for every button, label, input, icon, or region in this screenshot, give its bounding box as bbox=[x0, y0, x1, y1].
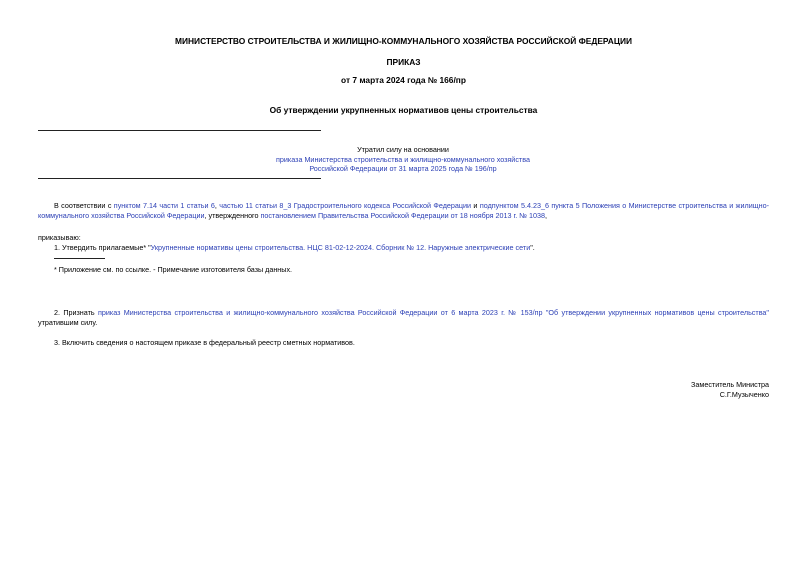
divider-bottom bbox=[38, 178, 321, 179]
link-order-153[interactable]: приказ Министерства строительства и жилищно-коммунального хозяйства Российской Федерации от 6 марта 2023 г. № 153/пр "Об утверждении укрупненных нормативов цены строительства" bbox=[97, 308, 769, 317]
divider-top bbox=[38, 130, 321, 131]
doc-type-heading: ПРИКАЗ bbox=[386, 57, 421, 67]
link-article-6[interactable]: пунктом 7.14 части 1 статьи 6 bbox=[113, 201, 215, 210]
item-2 bbox=[38, 308, 769, 327]
status-note-link-line2[interactable]: Российской Федерации от 31 марта 2025 года № 196/пр bbox=[309, 164, 497, 173]
status-note bbox=[203, 145, 603, 174]
preamble-text-2: , bbox=[214, 201, 220, 210]
date-number: от 7 марта 2024 года № 166/пр bbox=[341, 75, 466, 85]
ministry-heading: МИНИСТЕРСТВО СТРОИТЕЛЬСТВА И ЖИЛИЩНО-КОММУНАЛЬНОГО ХОЗЯЙСТВА РОССИЙСКОЙ ФЕДЕРАЦИИ bbox=[175, 36, 632, 46]
item-1 bbox=[54, 243, 769, 253]
footnote-divider bbox=[54, 258, 105, 259]
link-regulation[interactable]: подпунктом 5.4.23_6 пункта 5 Положения о Министерстве строительства и жилищно-коммунального хозяйства Российской Федерации bbox=[38, 201, 769, 220]
preamble-text-4: , утвержденного bbox=[204, 210, 261, 220]
preamble-text-1: В соответствии с bbox=[54, 201, 114, 210]
signature-position: Заместитель Министра bbox=[691, 380, 769, 389]
preamble-text-3: и bbox=[471, 201, 480, 210]
item-2-text: 2. Признать bbox=[54, 308, 98, 317]
item-3: 3. Включить сведения о настоящем приказе в федеральный реестр сметных нормативов. bbox=[54, 338, 355, 347]
status-note-text: Утратил силу на основании bbox=[357, 145, 449, 154]
preamble-text-5: , bbox=[544, 210, 547, 220]
link-article-8-3[interactable]: частью 11 статьи 8_3 Градостроительного кодекса Российской Федерации bbox=[219, 201, 472, 210]
link-ncs-standards[interactable]: Укрупненные нормативы цены строительства. НЦС 81-02-12-2024. Сборник № 12. Наружные электрические сети bbox=[150, 243, 531, 252]
link-government-decree[interactable]: постановлением Правительства Российской Федерации от 18 ноября 2013 г. № 1038 bbox=[260, 210, 545, 220]
order-word: приказываю: bbox=[38, 233, 81, 242]
signature-name: С.Г.Музыченко bbox=[719, 389, 769, 399]
preamble-paragraph bbox=[38, 201, 769, 220]
signature-block bbox=[691, 380, 769, 399]
item-2-tail: утратившим силу. bbox=[38, 317, 98, 327]
item-1-tail: ". bbox=[530, 243, 535, 252]
item-1-text: 1. Утвердить прилагаемые* " bbox=[54, 243, 151, 252]
page-title: Об утверждении укрупненных нормативов цены строительства bbox=[269, 105, 538, 115]
footnote: * Приложение см. по ссылке. - Примечание изготовителя базы данных. bbox=[54, 265, 293, 274]
status-note-link-line1[interactable]: приказа Министерства строительства и жилищно-коммунального хозяйства bbox=[276, 154, 530, 164]
